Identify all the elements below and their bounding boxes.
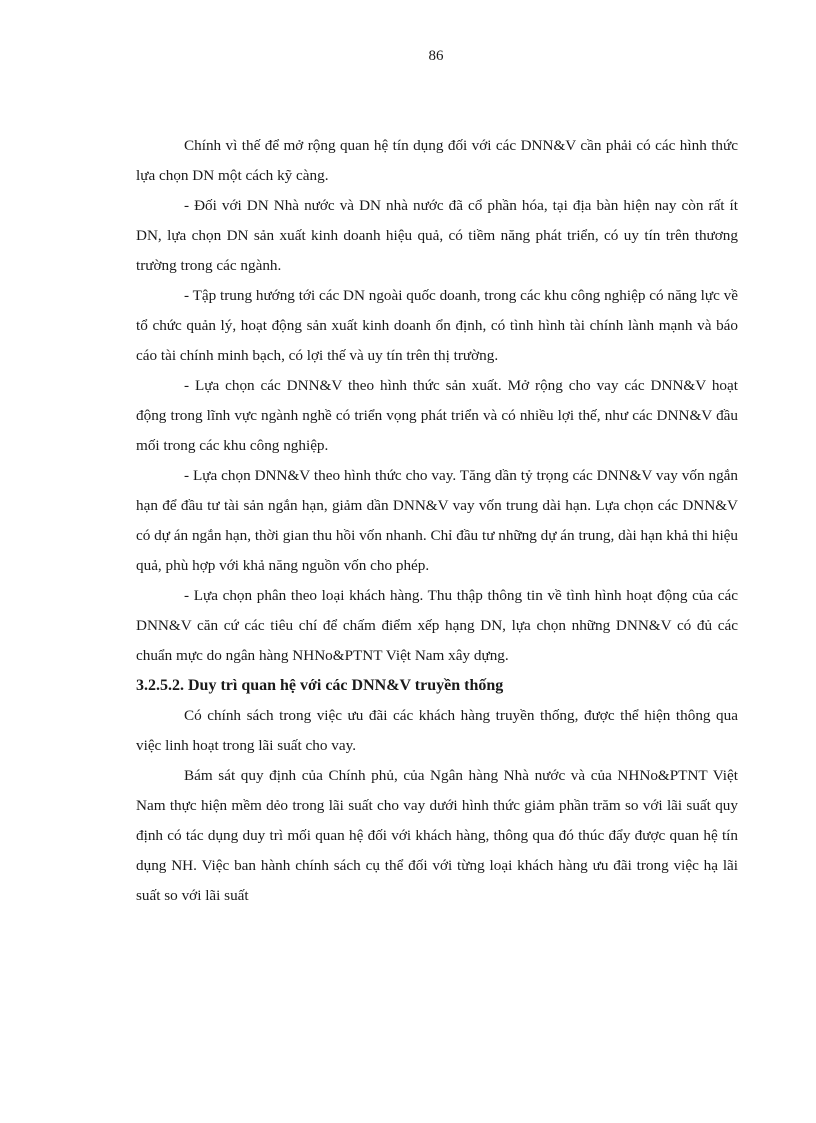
paragraph-customer-type: - Lựa chọn phân theo loại khách hàng. Thu thập thông tin về tình hình hoạt động của các DNN&V căn cứ các tiêu chí để chấm điểm xếp hạng DN, lựa chọn những DNN&V có đủ các chuẩn mực do ngân hàng NHNo&PTNT Việt Nam xây dựng.: [136, 587, 738, 664]
section-heading: 3.2.5.2. Duy trì quan hệ với các DNN&V truyền thống: [136, 677, 504, 694]
paragraph-production-form: - Lựa chọn các DNN&V theo hình thức sản xuất. Mở rộng cho vay các DNN&V hoạt động trong lĩnh vực ngành nghề có triển vọng phát triển và có nhiều lợi thế, như các DNN&V đầu mối trong các khu công nghiệp.: [136, 377, 738, 454]
paragraph-state-enterprises: - Đối với DN Nhà nước và DN nhà nước đã cổ phần hóa, tại địa bàn hiện nay còn rất ít DN, lựa chọn DN sản xuất kinh doanh hiệu quả, có tiềm năng phát triển, có uy tín trên thương trường trong các ngành.: [136, 197, 738, 274]
body-text: [136, 131, 738, 911]
paragraph-loan-form: - Lựa chọn DNN&V theo hình thức cho vay. Tăng dần tỷ trọng các DNN&V vay vốn ngắn hạn để đầu tư tài sản ngắn hạn, giảm dần DNN&V vay vốn trung dài hạn. Lựa chọn các DNN&V có dự án ngắn hạn, thời gian thu hồi vốn nhanh. Chỉ đầu tư những dự án trung, dài hạn khả thi hiệu quả, phù hợp với khả năng nguồn vốn cho phép.: [136, 467, 738, 574]
paragraph-non-state-enterprises: - Tập trung hướng tới các DN ngoài quốc doanh, trong các khu công nghiệp có năng lực về tổ chức quản lý, hoạt động sản xuất kinh doanh ổn định, có tình hình tài chính lành mạnh và báo cáo tài chính minh bạch, có lợi thế và uy tín trên thị trường.: [136, 287, 738, 364]
paragraph-traditional-customers: Có chính sách trong việc ưu đãi các khách hàng truyền thống, được thể hiện thông qua việc linh hoạt trong lãi suất cho vay.: [136, 707, 738, 754]
paragraph-intro: Chính vì thế để mở rộng quan hệ tín dụng đối với các DNN&V cần phải có các hình thức lựa chọn DN một cách kỹ càng.: [136, 137, 738, 184]
page-number: 86: [428, 48, 444, 64]
paragraph-interest-policy: Bám sát quy định của Chính phủ, của Ngân hàng Nhà nước và của NHNo&PTNT Việt Nam thực hiện mềm dẻo trong lãi suất cho vay dưới hình thức giảm phần trăm so với lãi suất quy định có tác dụng duy trì mối quan hệ đối với khách hàng, thông qua đó thúc đẩy được quan hệ tín dụng NH. Việc ban hành chính sách cụ thể đối với từng loại khách hàng ưu đãi trong việc hạ lãi suất so với lãi suất: [136, 767, 738, 904]
